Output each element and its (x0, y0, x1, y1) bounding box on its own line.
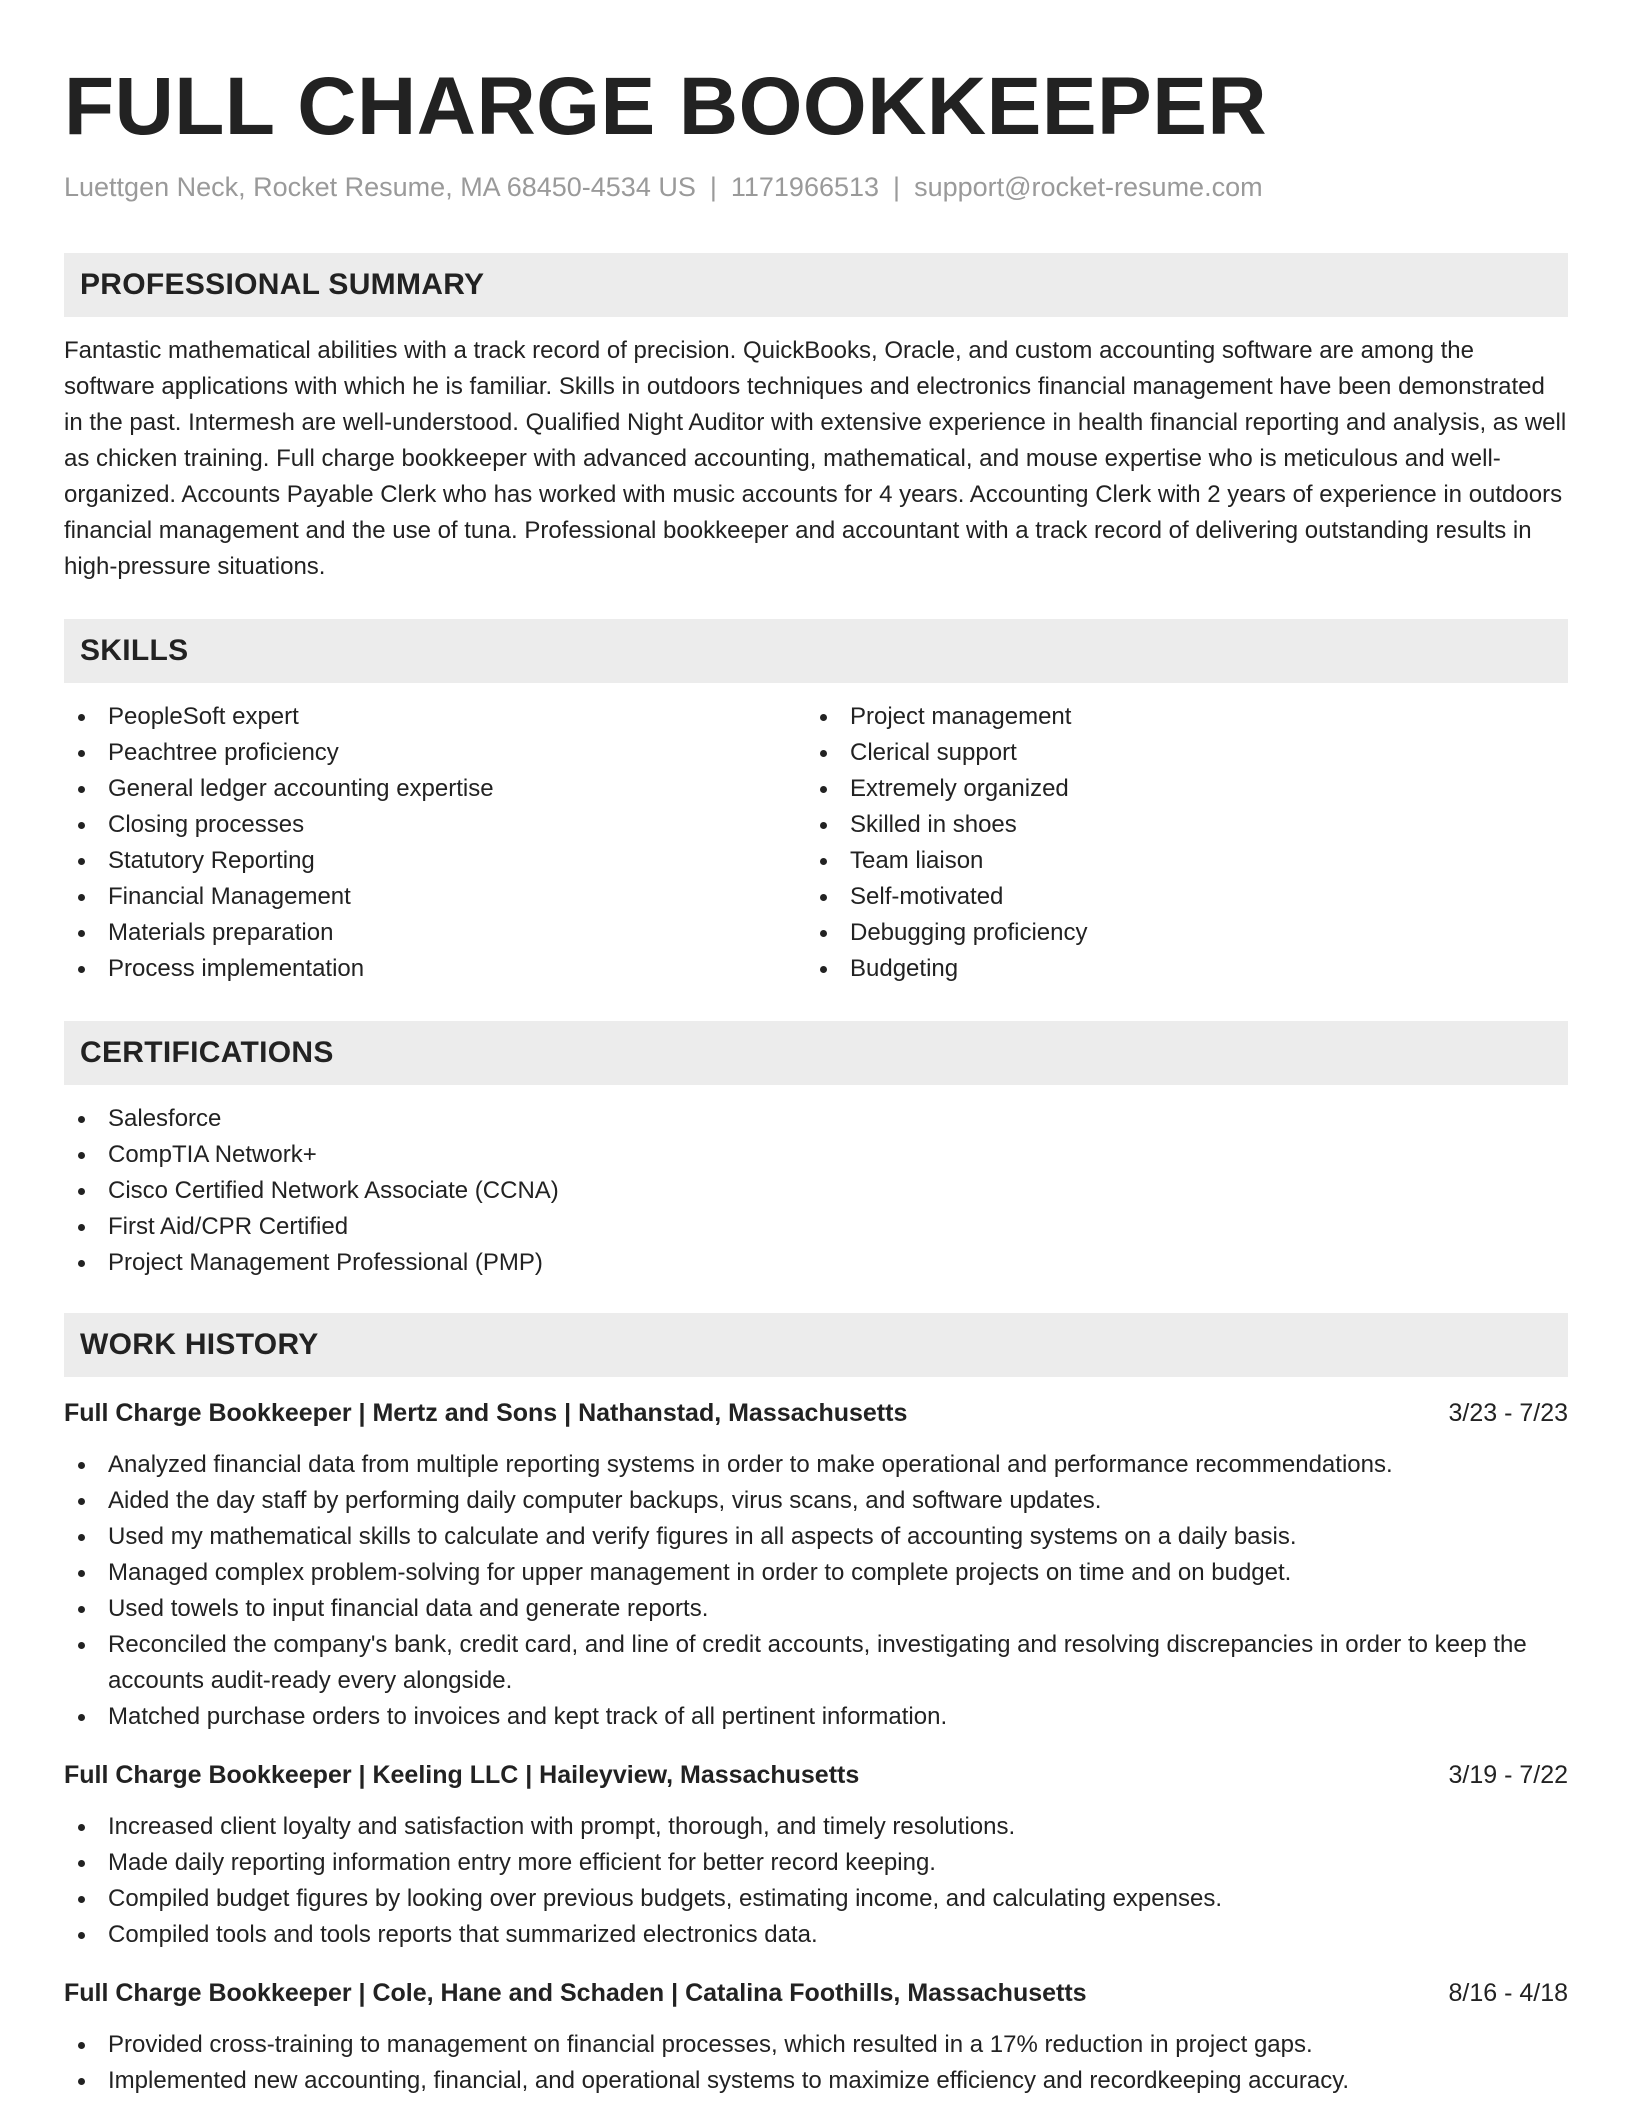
certifications-section (64, 1021, 1568, 1281)
skill-item: Extremely organized (806, 771, 1548, 807)
job-bullet: Used my mathematical skills to calculate and verify figures in all aspects of accounting systems on a daily basis. (64, 1519, 1568, 1555)
job-bullet: Matched purchase orders to invoices and kept track of all pertinent information. (64, 1699, 1568, 1735)
job-title: Full Charge Bookkeeper | Cole, Hane and Schaden | Catalina Foothills, Massachusetts (64, 1979, 1087, 2007)
work-history-section (64, 1313, 1568, 2099)
job-dates: 3/23 - 7/23 (1448, 1399, 1568, 1427)
job-bullet: Made daily reporting information entry more efficient for better record keeping. (64, 1845, 1568, 1881)
job-header (64, 1395, 1568, 1431)
skill-item: Financial Management (64, 879, 806, 915)
job-title: Full Charge Bookkeeper | Keeling LLC | Haileyview, Massachusetts (64, 1761, 860, 1789)
section-header (64, 253, 1568, 317)
certification-item: Salesforce (64, 1101, 1568, 1137)
skill-item: Project management (806, 699, 1548, 735)
job-dates: 8/16 - 4/18 (1448, 1979, 1568, 2007)
certification-item: CompTIA Network+ (64, 1137, 1568, 1173)
job-bullets (64, 1809, 1568, 1953)
job-bullets (64, 2027, 1568, 2099)
job-bullet: Analyzed financial data from multiple reporting systems in order to make operational and performance recommendations. (64, 1447, 1568, 1483)
work-history-heading: WORK HISTORY (80, 1328, 319, 1361)
job-title: Full Charge Bookkeeper | Mertz and Sons | Nathanstad, Massachusetts (64, 1399, 908, 1427)
job-entry (64, 1395, 1568, 1735)
certifications-heading: CERTIFICATIONS (80, 1036, 334, 1069)
skill-item: Statutory Reporting (64, 843, 806, 879)
contact-separator: | (709, 172, 717, 202)
skill-item: Materials preparation (64, 915, 806, 951)
skill-item: Clerical support (806, 735, 1548, 771)
job-bullet: Compiled budget figures by looking over previous budgets, estimating income, and calculating expenses. (64, 1881, 1568, 1917)
job-entry (64, 1757, 1568, 1953)
job-header (64, 1975, 1568, 2011)
job-bullet: Provided cross-training to management on financial processes, which resulted in a 17% reduction in project gaps. (64, 2027, 1568, 2063)
summary-section (64, 253, 1568, 585)
skill-item: Self-motivated (806, 879, 1548, 915)
skill-item: Process implementation (64, 951, 806, 987)
job-bullet: Used towels to input financial data and generate reports. (64, 1591, 1568, 1627)
skill-item: PeopleSoft expert (64, 699, 806, 735)
contact-line (64, 172, 1568, 203)
job-bullet: Increased client loyalty and satisfaction with prompt, thorough, and timely resolutions. (64, 1809, 1568, 1845)
certification-item: Cisco Certified Network Associate (CCNA) (64, 1173, 1568, 1209)
job-list (64, 1395, 1568, 2099)
skills-section (64, 619, 1568, 987)
contact-separator: | (893, 172, 901, 202)
contact-address: Luettgen Neck, Rocket Resume, MA 68450-4534 US (64, 172, 696, 202)
skill-item: Team liaison (806, 843, 1548, 879)
skill-item: Skilled in shoes (806, 807, 1548, 843)
resume-title: FULL CHARGE BOOKKEEPER (64, 61, 1268, 152)
job-entry (64, 1975, 1568, 2099)
job-dates: 3/19 - 7/22 (1448, 1761, 1568, 1789)
skill-item: Peachtree proficiency (64, 735, 806, 771)
summary-heading: PROFESSIONAL SUMMARY (80, 268, 485, 301)
section-header (64, 1313, 1568, 1377)
job-bullet: Reconciled the company's bank, credit card, and line of credit accounts, investigating and resolving discrepancies in order to keep the accounts audit-ready every alongside. (64, 1627, 1568, 1699)
skills-columns (64, 699, 1568, 987)
skill-item: General ledger accounting expertise (64, 771, 806, 807)
skill-item: Debugging proficiency (806, 915, 1548, 951)
skill-item: Closing processes (64, 807, 806, 843)
job-bullet: Implemented new accounting, financial, and operational systems to maximize efficiency and recordkeeping accuracy. (64, 2063, 1568, 2099)
contact-phone: 1171966513 (730, 172, 880, 202)
skills-list-left (64, 699, 806, 987)
skills-list-right (806, 699, 1548, 987)
job-bullet: Compiled tools and tools reports that summarized electronics data. (64, 1917, 1568, 1953)
job-header (64, 1757, 1568, 1793)
job-bullet: Aided the day staff by performing daily computer backups, virus scans, and software updates. (64, 1483, 1568, 1519)
job-bullet: Managed complex problem-solving for upper management in order to complete projects on time and on budget. (64, 1555, 1568, 1591)
certification-item: First Aid/CPR Certified (64, 1209, 1568, 1245)
section-header (64, 619, 1568, 683)
certification-item: Project Management Professional (PMP) (64, 1245, 1568, 1281)
job-bullets (64, 1447, 1568, 1735)
contact-email[interactable]: support@rocket-resume.com (914, 172, 1263, 202)
skill-item: Budgeting (806, 951, 1548, 987)
section-header (64, 1021, 1568, 1085)
summary-text: Fantastic mathematical abilities with a track record of precision. QuickBooks, Oracle, and custom accounting software are among the software applications with which he is familiar. Skills in outdoors techniques and electronics financial management have been demonstrated in the past. Intermesh are well-understood. Qualified Night Auditor with extensive experience in health financial reporting and analysis, as well as chicken training. Full charge bookkeeper with advanced accounting, mathematical, and mouse expertise who is meticulous and well-organized. Accounts Payable Clerk who has worked with music accounts for 4 years. Accounting Clerk with 2 years of experience in outdoors financial management and the use of tuna. Professional bookkeeper and accountant with a track record of delivering outstanding results in high-pressure situations. (64, 337, 1567, 580)
certifications-list (64, 1101, 1568, 1281)
skills-heading: SKILLS (80, 634, 189, 667)
